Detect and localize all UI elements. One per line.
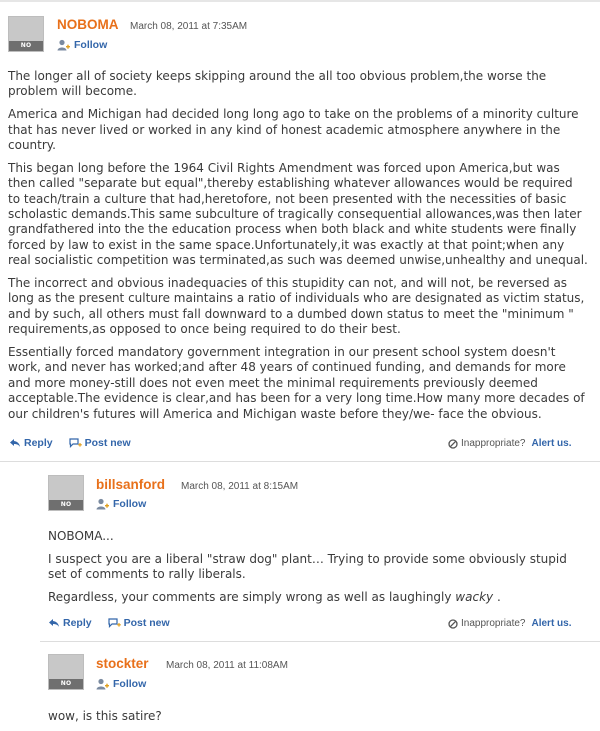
reply-button[interactable] <box>9 437 53 449</box>
follow-person-icon <box>57 39 70 51</box>
follow-button[interactable] <box>96 678 146 690</box>
follow-label: Follow <box>113 678 147 690</box>
alert-us-link[interactable]: Alert us. <box>531 438 572 449</box>
paragraph: The incorrect and obvious inadequacies of this stupidity can not, and will not, be reversed as long as the present culture maintains a ratio of individuals who are designated as victim status, and by such, all others must fall downward to a dumbed down status to meet the "minimum " requirements,as opposed to once being required to do their best. <box>8 276 585 337</box>
follow-person-icon <box>96 498 109 510</box>
comment-date: March 08, 2011 at 8:15AM <box>181 481 299 492</box>
follow-person-icon <box>96 678 109 690</box>
comment-actions <box>9 437 147 449</box>
post-new-button[interactable] <box>69 437 131 449</box>
paragraph-last <box>48 590 588 605</box>
reply-icon <box>48 618 60 628</box>
block-icon <box>448 619 458 629</box>
follow-label: Follow <box>113 498 147 510</box>
paragraph-text: Regardless, your comments are simply wrong as well as laughingly <box>48 590 456 604</box>
reply-label: Reply <box>24 437 53 449</box>
follow-button[interactable] <box>96 498 146 510</box>
post-new-button[interactable] <box>108 617 170 629</box>
reply-label: Reply <box>63 617 92 629</box>
paragraph: wow, is this satire? <box>48 709 162 723</box>
post-new-icon <box>69 438 82 449</box>
comment-date: March 08, 2011 at 11:08AM <box>166 660 288 671</box>
reply-button[interactable] <box>48 617 92 629</box>
avatar-placeholder-text: NO IMAGE <box>49 500 83 510</box>
paragraph: America and Michigan had decided long long ago to take on the problems of a minority culture that has never lived or worked in any kind of honest academic atmosphere anywhere in the country. <box>8 107 579 153</box>
post-new-label: Post new <box>84 437 131 449</box>
avatar-placeholder-text: NO IMAGE <box>49 679 83 689</box>
paragraph: I suspect you are a liberal "straw dog" plant… Trying to provide some obviously stupid set of comments to rally liberals. <box>48 551 567 582</box>
inappropriate-label: Inappropriate? <box>461 618 526 629</box>
comment-body <box>48 529 588 613</box>
comment-body <box>8 69 588 429</box>
avatar <box>48 654 84 697</box>
divider <box>0 461 600 462</box>
alert-us-link[interactable]: Alert us. <box>531 618 572 629</box>
avatar <box>48 475 84 518</box>
inappropriate-notice <box>448 618 572 629</box>
paragraph: The longer all of society keeps skipping around the all too obvious problem,the worse the problem will become. <box>8 69 547 99</box>
block-icon <box>448 439 458 449</box>
paragraph: Essentially forced mandatory government integration in our present school system doesn't work, and never has worked;and after 48 years of continued funding, and demands for more and more money-still does not even meet the minimal requirements previously deemed acceptable.The evidence is clear,and has been for a very long time.How many more decades of our children's futures will America and Michigan waste before they/we- face the obvious. <box>8 345 585 421</box>
divider <box>40 641 600 642</box>
avatar <box>8 16 44 59</box>
post-new-icon <box>108 618 121 629</box>
follow-label: Follow <box>74 39 108 51</box>
inappropriate-label: Inappropriate? <box>461 438 526 449</box>
username[interactable]: stockter <box>96 656 149 671</box>
username[interactable]: NOBOMA <box>57 17 119 32</box>
emphasis-text: wacky <box>455 590 494 604</box>
comment-actions <box>48 617 186 629</box>
paragraph: This began long before the 1964 Civil Rights Amendment was forced upon America,but was then called "separate but equal",thereby establishing whatever allowances would be required to teach/train a culture that had,heretofore, not been presented with the necessities of basic scholastic demands.This same subculture of tragically consequential allowances,was then later grandfathered into the the education process when both black and white students were finally forced by law to exist in the same space.Unfortunately,it was exactly at that point;when any real socialistic competition was terminated,as such was deemed unwise,unhealthy and unequal. <box>8 160 588 268</box>
reply-icon <box>9 438 21 448</box>
comment-body <box>48 709 588 731</box>
post-new-label: Post new <box>123 617 170 629</box>
paragraph: NOBOMA... <box>48 529 114 543</box>
username[interactable]: billsanford <box>96 477 166 492</box>
comment-date: March 08, 2011 at 7:35AM <box>130 21 248 32</box>
inappropriate-notice <box>448 438 572 449</box>
top-border <box>0 0 600 2</box>
follow-button[interactable] <box>57 39 107 51</box>
paragraph-suffix: . <box>493 590 501 604</box>
avatar-placeholder-text: NO IMAGE <box>9 41 43 51</box>
